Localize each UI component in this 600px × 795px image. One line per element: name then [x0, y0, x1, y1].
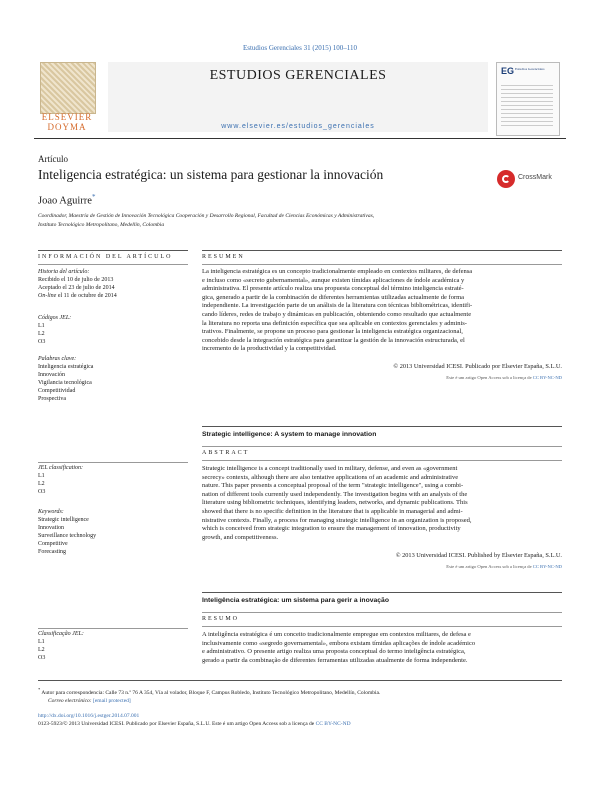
abstract-line: growth, and competitiveness. [202, 533, 279, 541]
author-name [38, 193, 95, 207]
resumen-line: cando líderes, redes de trabajo y dinámicas en publicación, obteniendo como resultado que actualmente [202, 310, 472, 318]
info-heading: INFORMACIÓN DEL ARTÍCULO [38, 254, 173, 260]
keyword: Surveillance technology [38, 533, 97, 539]
info-subrule [38, 264, 188, 265]
doi-footer [38, 712, 562, 728]
corresponding-footnote [38, 686, 562, 705]
resumen-copyright: © 2013 Universidad ICESI. Publicado por Elsevier España, S.L.U. [393, 363, 562, 370]
jel-code: L1 [38, 323, 45, 329]
resumen-line: trativos. Finalmente, se propone un proceso para gestionar la inteligencia estratégica organizacional, [202, 328, 463, 336]
jel-code: O3 [38, 339, 46, 345]
crossmark-icon [497, 170, 515, 188]
resumo-body [202, 631, 562, 665]
abstract-rule [202, 426, 562, 427]
abstract-license [202, 564, 562, 569]
resumen-rule [202, 250, 562, 251]
jel-label-en: JEL classification: [38, 465, 84, 471]
jel-code: L2 [38, 331, 45, 337]
resumen-line: independiente. La investigación parte de un análisis de la literatura con técnicas bibliométricas, identifi- [202, 302, 473, 310]
resumo-line: gerado a partir da combinação de diferentes ferramentas utilizadas atualmente de forma independente. [202, 656, 468, 664]
jel-code: O3 [38, 489, 46, 495]
jel-codes-pt [38, 630, 188, 662]
history-online: el 11 de octubre de 2014 [57, 293, 117, 299]
keyword: Inteligencia estratégica [38, 364, 94, 370]
elsevier-tree-icon [40, 62, 96, 114]
jel-code: L2 [38, 647, 45, 653]
abstract-heading: ABSTRACT [202, 450, 250, 456]
journal-citation[interactable]: Estudios Gerenciales 31 (2015) 100–110 [242, 44, 358, 52]
corresponding-mark: * [38, 687, 41, 692]
author-name-text: Joao Aguirre [38, 195, 92, 207]
keyword: Strategic intelligence [38, 517, 89, 523]
resumen-line: La inteligencia estratégica es un concepto tradicionalmente empleado en contextos militares, de defensa [202, 268, 473, 275]
abstract-title-rule [202, 446, 562, 447]
affiliation-line: Coordinador, Maestría de Gestión de Innovación Tecnológica Cooperación y Desarrollo Regional, Facultad de Ciencias Económicas y Administrativas, [38, 213, 375, 219]
jel-codes-es [38, 314, 188, 346]
resumen-heading: RESUMEN [202, 254, 245, 260]
resumen-line: la literatura no reporta una definición específica que sea aplicable en contextos gerenciales y adminis- [202, 319, 467, 327]
author-affiliation [38, 212, 518, 230]
keyword: Competitividad [38, 388, 76, 394]
abstract-line: nation of different tools currently used independently. The investigation begins with an analysis of the [202, 490, 468, 498]
cover-text-lines [501, 85, 553, 129]
publisher-logo-text: ELSEVIER DOYMA [41, 112, 93, 132]
journal-url[interactable]: www.elsevier.es/estudios_gerenciales [221, 123, 375, 130]
cover-caption: Estudios Gerenciales [515, 67, 545, 71]
keyword: Prospectiva [38, 396, 66, 402]
keywords-label-es: Palabras clave: [38, 356, 77, 362]
keyword: Forecasting [38, 549, 66, 555]
history-label: Historia del artículo: [38, 269, 90, 275]
footer-rule [38, 680, 562, 681]
keywords-label-en: Keywords: [38, 509, 64, 515]
abstract-title: Strategic intelligence: A system to manage innovation [202, 431, 377, 438]
journal-cover-thumbnail [496, 62, 560, 136]
jel-label-pt: Classificação JEL: [38, 631, 84, 637]
keyword: Innovation [38, 525, 64, 531]
issn-license-link[interactable]: CC BY-NC-ND [315, 721, 351, 727]
doi-link[interactable]: http://dx.doi.org/10.1016/j.estger.2014.07.001 [38, 713, 140, 719]
abstract-line: secrecy» contexts, although there are also tentative applications of an academic and administrative [202, 473, 459, 481]
resumo-line: A inteligência estratégica é um conceito tradicionalmente empregue em contextos militares, de defesa e [202, 631, 471, 638]
abstract-line: which is conceived from strategic integration to ensure the management of innovation, productivity [202, 525, 461, 533]
jel-code: L1 [38, 473, 45, 479]
abstract-line: nature. This paper presents a conceptual proposal of the term "strategic intelligence", using a combi- [202, 482, 464, 490]
license-link[interactable]: CC BY-NC-ND [532, 375, 562, 380]
resumen-body [202, 268, 562, 354]
history-accepted: Aceptado el 23 de julio de 2014 [38, 285, 115, 291]
resumen-line: incremento de la productividad y la competitividad. [202, 345, 337, 353]
info-pt-rule [38, 628, 188, 629]
jel-codes-en [38, 464, 188, 496]
resumen-license [202, 375, 562, 380]
email-link[interactable]: [email protected] [93, 697, 131, 704]
resumo-heading: RESUMO [202, 616, 240, 622]
article-title: Inteligencia estratégica: un sistema para gestionar la innovación [38, 167, 384, 182]
resumo-subrule [202, 626, 562, 627]
issn-text: 0123-5923/© 2013 Universidad ICESI. Publicado por Elsevier España, S.L.U. Este é um artigo Open Access sob a licença de [38, 721, 315, 727]
abstract-line: nistrative contexts. Finally, a process for managing strategic intelligence in an organization is proposed, [202, 516, 472, 524]
article-history [38, 268, 188, 300]
history-received: Recibido el 10 de julio de 2013 [38, 277, 114, 283]
keyword: Competitive [38, 541, 68, 547]
elsevier-logo [34, 62, 100, 132]
online-label: On-line [38, 293, 57, 299]
affiliation-line: Instituto Tecnológico Metropolitano, Medellín, Colombia [38, 222, 165, 228]
abstract-copyright: © 2013 Universidad ICESI. Published by Elsevier España, S.L.U. [395, 552, 562, 559]
journal-title-box [108, 62, 488, 132]
resumo-rule [202, 592, 562, 593]
keywords-es [38, 355, 188, 403]
jel-code: O3 [38, 655, 46, 661]
jel-label-es: Códigos JEL: [38, 315, 72, 321]
resumen-line: e incluso como «secreto gubernamental», aunque existen tímidas aplicaciones de índole académica y [202, 276, 465, 284]
resumen-subrule [202, 264, 562, 265]
keywords-en [38, 508, 188, 556]
jel-code: L2 [38, 481, 45, 487]
jel-code: L1 [38, 639, 45, 645]
info-en-rule [38, 462, 188, 463]
corresponding-text: Autor para correspondencia: Calle 73 n.º 76 A 354, Vía al volador, Bloque F, Campus Robledo, Instituto Tecnológico Metropolitano, Medellín, Colombia. [41, 689, 381, 696]
crossmark-button[interactable] [497, 170, 563, 190]
resumo-line: e administrativo. O presente artigo realiza uma proposta conceptual do termo inteligência estratégica, [202, 648, 466, 656]
abstract-body [202, 465, 562, 542]
journal-name: ESTUDIOS GERENCIALES [209, 68, 387, 83]
keyword: Innovación [38, 372, 65, 378]
abstract-subrule [202, 460, 562, 461]
keyword: Vigilancia tecnológica [38, 380, 92, 386]
info-rule [38, 250, 188, 251]
resumen-line: gica, generado a partir de la combinación de diferentes herramientas utilizadas actualmente de forma [202, 293, 465, 301]
abstract-line: literature using bibliometric techniques, identifying leaders, networks, and dynamic publications. This [202, 499, 468, 507]
resumen-line: concebido desde la integración estratégica para garantizar la gestión de la innovación estructurada, el [202, 336, 465, 344]
resumo-line: inclusivamente como «segredo governamental», embora existam tímidas aplicações de índole académico [202, 639, 476, 647]
resumen-line: administrativa. El presente artículo realiza una propuesta conceptual del término inteligencia estraté- [202, 285, 464, 293]
email-label: Correo electrónico: [48, 697, 92, 704]
license-text: Este é um artigo Open Access sob a licença de [446, 375, 532, 380]
resumo-title: Inteligência estratégica: um sistema para gerir a inovação [202, 597, 389, 604]
cover-abbrev: EG [501, 66, 515, 76]
license-link[interactable]: CC BY-NC-ND [532, 564, 562, 569]
author-footnote-mark[interactable]: * [91, 193, 96, 201]
abstract-line: Strategic intelligence is a concept traditionally used in military, defense, and even as «government [202, 465, 458, 472]
abstract-line: showed that there is no specific definition in the literature that is applicable in managerial and admi- [202, 507, 463, 515]
crossmark-label: CrossMark [518, 174, 552, 181]
license-text: Este é um artigo Open Access sob a licença de [446, 564, 532, 569]
article-type: Artículo [38, 154, 68, 164]
resumo-title-rule [202, 612, 562, 613]
